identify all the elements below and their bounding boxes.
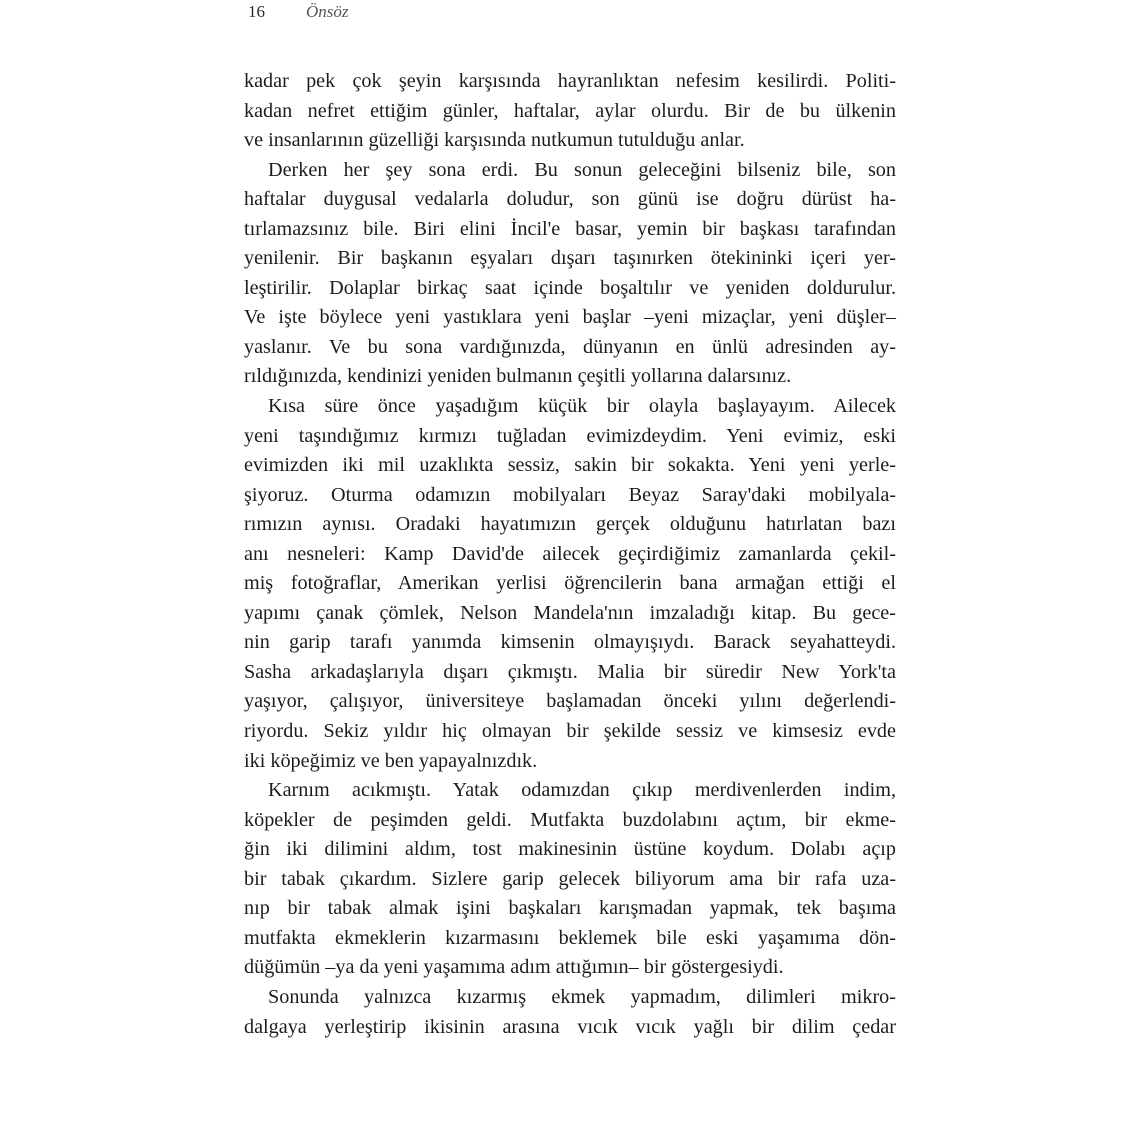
- text-line: Ve işte böylece yeni yastıklara yeni başlar –yeni mizaçlar, yeni düşler–: [244, 306, 896, 329]
- text-line: Sasha arkadaşlarıyla dışarı çıkmıştı. Malia bir süredir New York'ta: [244, 660, 896, 683]
- paragraph: [244, 67, 896, 156]
- page-number: 16: [248, 2, 265, 21]
- text-line: şiyoruz. Oturma odamızın mobilyaları Beyaz Saray'daki mobilyala-: [244, 483, 896, 506]
- text-line: rıldığınızda, kendinizi yeniden bulmanın çeşitli yollarına dalarsınız.: [244, 365, 792, 388]
- text-line: miş fotoğraflar, Amerikan yerlisi öğrencilerin bana armağan ettiği el: [244, 572, 896, 595]
- paragraph: [244, 776, 896, 983]
- text-line: düğümün –ya da yeni yaşamıma adım attığımın– bir göstergesiydi.: [244, 956, 784, 979]
- paragraph: [244, 983, 896, 1042]
- text-line: nin garip tarafı yanımda kimsenin olmayışıydı. Barack seyahatteydi.: [244, 631, 896, 654]
- text-line: haftalar duygusal vedalarla doludur, son günü ise doğru dürüst ha-: [244, 188, 896, 211]
- text-line: mutfakta ekmeklerin kızarmasını beklemek bile eski yaşamıma dön-: [244, 926, 896, 949]
- text-line: nıp bir tabak almak işini başkaları karışmadan yapmak, tek başıma: [244, 897, 896, 920]
- paragraph: [244, 392, 896, 776]
- text-line: yenilenir. Bir başkanın eşyaları dışarı taşınırken ötekininki içeri yer-: [244, 247, 896, 270]
- paragraph: [244, 156, 896, 392]
- text-line: kadar pek çok şeyin karşısında hayranlıktan nefesim kesilirdi. Politi-: [244, 70, 896, 92]
- text-line: rımızın aynısı. Oradaki hayatımızın gerçek olduğunu hatırlatan bazı: [244, 513, 896, 536]
- text-line: bir tabak çıkardım. Sizlere garip gelecek biliyorum ama bir rafa uza-: [244, 867, 896, 890]
- running-head: [248, 2, 349, 22]
- section-title: Önsöz: [306, 2, 349, 21]
- text-line: riyordu. Sekiz yıldır hiç olmayan bir şekilde sessiz ve kimsesiz evde: [244, 720, 896, 743]
- text-line: yaşıyor, çalışıyor, üniversiteye başlamadan önceki yılını değerlendi-: [244, 690, 896, 713]
- text-line: Sonunda yalnızca kızarmış ekmek yapmadım, dilimleri mikro-: [268, 985, 896, 1008]
- body-text: [244, 67, 896, 1042]
- text-line: iki köpeğimiz ve ben yapayalnızdık.: [244, 749, 538, 772]
- text-line: yeni taşındığımız kırmızı tuğladan evimizdeydim. Yeni evimiz, eski: [244, 424, 896, 447]
- text-line: Karnım acıkmıştı. Yatak odamızdan çıkıp merdivenlerden indim,: [268, 779, 896, 802]
- text-line: yaslanır. Ve bu sona vardığınızda, dünyanın en ünlü adresinden ay-: [244, 335, 896, 358]
- text-line: Kısa süre önce yaşadığım küçük bir olayla başlayayım. Ailecek: [268, 395, 896, 418]
- text-line: ve insanlarının güzelliği karşısında nutkumun tutulduğu anlar.: [244, 129, 745, 152]
- text-line: yapımı çanak çömlek, Nelson Mandela'nın imzaladığı kitap. Bu gece-: [244, 601, 896, 624]
- text-line: tırlamazsınız bile. Biri elini İncil'e basar, yemin bir başkası tarafından: [244, 217, 896, 240]
- text-line: ğin iki dilimini aldım, tost makinesinin üstüne koydum. Dolabı açıp: [244, 838, 896, 861]
- text-line: köpekler de peşimden geldi. Mutfakta buzdolabını açtım, bir ekme-: [244, 808, 896, 831]
- text-line: Derken her şey sona erdi. Bu sonun geleceğini bilseniz bile, son: [268, 158, 896, 181]
- text-line: kadan nefret ettiğim günler, haftalar, aylar olurdu. Bir de bu ülkenin: [244, 99, 896, 122]
- text-line: leştirilir. Dolaplar birkaç saat içinde boşaltılır ve yeniden doldurulur.: [244, 276, 896, 299]
- text-line: dalgaya yerleştirip ikisinin arasına vıcık vıcık yağlı bir dilim çedar: [244, 1015, 896, 1038]
- text-line: evimizden iki mil uzaklıkta sessiz, sakin bir sokakta. Yeni yeni yerle-: [244, 454, 896, 477]
- text-line: anı nesneleri: Kamp David'de ailecek geçirdiğimiz zamanlarda çekil-: [244, 542, 896, 565]
